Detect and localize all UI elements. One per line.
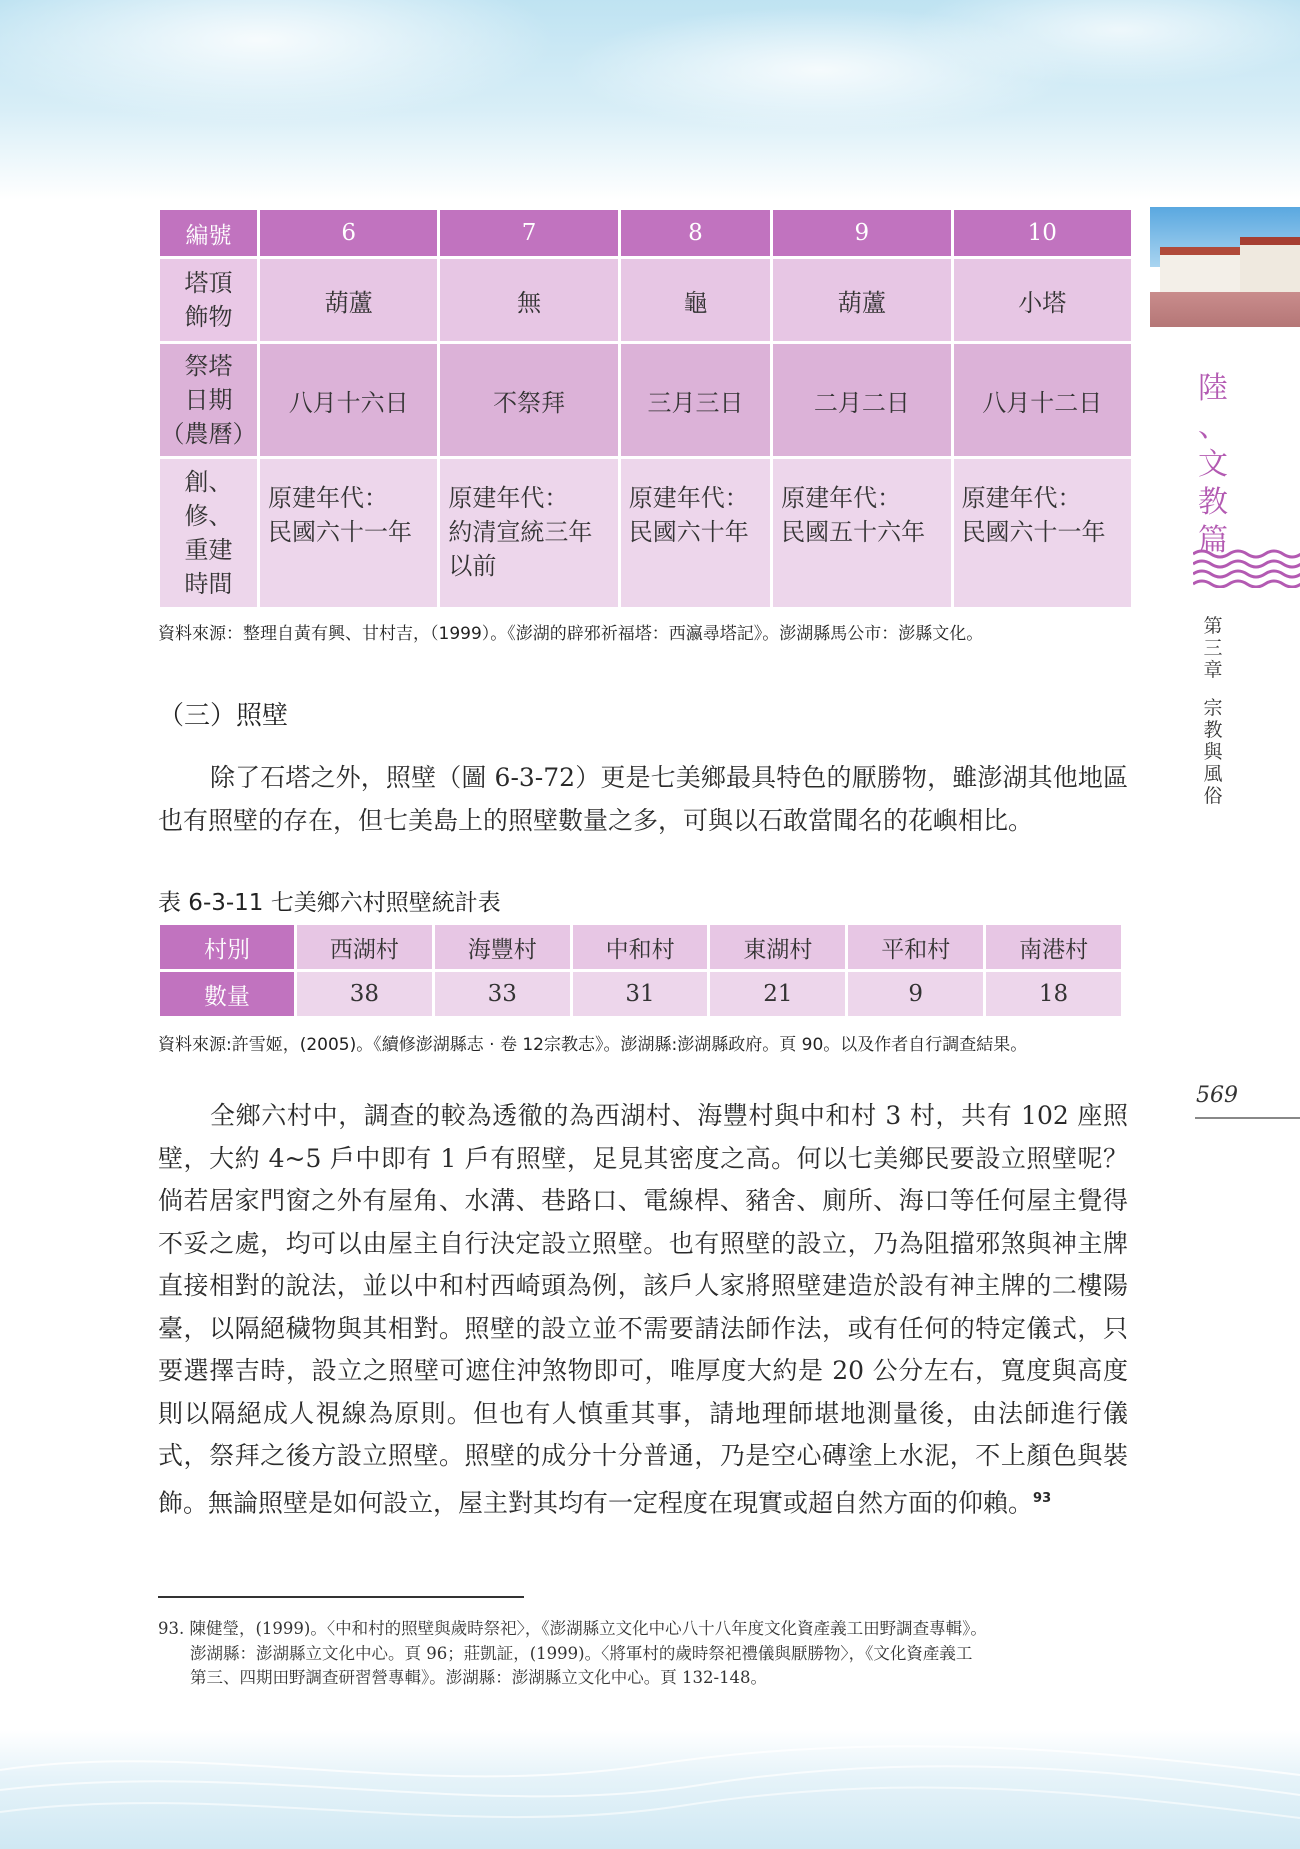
footer-wave-background: [0, 1730, 1300, 1849]
table-caption: 表 6-3-11 七美鄉六村照壁統計表: [158, 890, 501, 916]
table-row: [160, 259, 1131, 341]
table-cell: 無: [440, 259, 617, 341]
table-cell: 38: [297, 972, 432, 1016]
paragraph-line: 如何設立，屋主對其均有一定程度在現實或超自然方面的仰賴。: [333, 1487, 1034, 1517]
sidebar-title-char: 篇: [1198, 523, 1228, 558]
table-cell: 31: [573, 972, 708, 1016]
cell-line: 原建年代：: [961, 484, 1082, 512]
paragraph-line: 全鄉六村中，調查的較為透徹的為西湖村、海豐村與中和村 3 村，共有 102 座照壁，: [158, 1101, 1128, 1173]
table-cell: [260, 459, 437, 607]
row-label-line: （農曆）: [160, 420, 257, 448]
sidebar-title-char: 文: [1198, 447, 1228, 482]
row-label: [160, 344, 257, 456]
table-header-cell: 村別: [160, 925, 294, 969]
table-cell: 龜: [621, 259, 770, 341]
table-header-cell: 南港村: [986, 925, 1121, 969]
table-cell: 33: [435, 972, 570, 1016]
row-label-line: 塔頂: [184, 269, 233, 297]
chapter-char: 第: [1203, 615, 1223, 637]
table-header-cell: 7: [440, 210, 617, 256]
footnote-ref: 93: [1033, 1490, 1052, 1506]
sidebar-title-char: 、: [1198, 409, 1228, 444]
sidebar-chapter-label: [1198, 615, 1228, 807]
section-heading: （三）照壁: [158, 701, 289, 731]
table-header-cell: 海豐村: [435, 925, 570, 969]
table-header-cell: 10: [954, 210, 1131, 256]
table-cell: 不祭拜: [440, 344, 617, 456]
row-label: [160, 459, 257, 607]
table-header-row: [160, 925, 1121, 969]
table-header-cell: 8: [621, 210, 770, 256]
paragraph-line: 均可以由屋主自行決定設立照壁。也有照壁的設立，乃為阻擋邪煞與神主牌直接相對的: [158, 1228, 1128, 1300]
table-cell: 八月十六日: [260, 344, 437, 456]
table-header-cell: 西湖村: [297, 925, 432, 969]
table-cell: 三月三日: [621, 344, 770, 456]
paragraph-line: 設立照壁。照壁的成分十分普通，乃是空心磚塗上水泥，不上顏色與裝飾。無論照壁是: [158, 1441, 1128, 1517]
cell-line: 民國六十一年: [268, 518, 412, 546]
table-cell: [954, 459, 1131, 607]
row-label-line: 祭塔: [184, 352, 233, 380]
table-cell: [621, 459, 770, 607]
table-source-note: 資料來源:許雪姬，(2005)。《續修澎湖縣志 ‧ 卷 12宗教志》。澎湖縣:澎湖縣政府。頁 90。以及作者自行調查結果。: [158, 1035, 1028, 1055]
chapter-char: 風: [1203, 763, 1223, 785]
table-header-row: [160, 210, 1131, 256]
cell-line: 約清宣統三年: [448, 518, 593, 546]
row-label: 數量: [160, 972, 294, 1016]
table-header-cell: 東湖村: [710, 925, 845, 969]
table-cell: 9: [848, 972, 983, 1016]
cell-line: 民國六十年: [628, 518, 749, 546]
sidebar-photo: [1150, 207, 1300, 327]
cell-line: 原建年代：: [781, 484, 902, 512]
sidebar-wave-icon: [1193, 548, 1300, 588]
table-header-cell: 中和村: [573, 925, 708, 969]
table-row: [160, 459, 1131, 607]
footnote: [158, 1617, 1118, 1691]
table-cell: 葫蘆: [773, 259, 950, 341]
sidebar-title-char: 陸: [1198, 371, 1228, 406]
row-label-line: 時間: [184, 570, 233, 598]
chapter-char: 教: [1203, 719, 1223, 741]
table-cell: 八月十二日: [954, 344, 1131, 456]
chapter-char: 三: [1203, 637, 1223, 659]
sidebar-section-title: [1195, 370, 1231, 560]
table-row: [160, 344, 1131, 456]
page-number: 569: [1196, 1083, 1238, 1108]
footnote-line: 第三、四期田野調查研習營專輯》。澎湖縣：澎湖縣立文化中心。頁 132-148。: [190, 1668, 768, 1687]
paragraph-line: 穢物與其相對。照壁的設立並不需要請法師作法，或有任何的特定儀式，只要選擇吉時，: [158, 1313, 1128, 1385]
chapter-char: 俗: [1203, 785, 1223, 807]
table-cell: [773, 459, 950, 607]
pagoda-table: [157, 207, 1134, 610]
paragraph-line: 除了石塔之外，照壁（圖 6-3-72）更是七美鄉最具特色的厭勝物，雖澎湖其他地區: [210, 763, 1128, 792]
row-label: [160, 259, 257, 341]
row-label-line: 創、: [184, 468, 233, 496]
paragraph-line: 設立之照壁可遮住沖煞物即可，唯厚度大約是 20 公分左右，寬度與高度則以隔絕成人: [158, 1356, 1128, 1428]
footnote-line: 93. 陳健瑩，(1999)。〈中和村的照壁與歲時祭祀〉，《澎湖縣立文化中心八十八年度文化資產義工田野調查專輯》。: [158, 1619, 987, 1638]
chapter-char: 與: [1203, 741, 1223, 763]
header-sky-background: [0, 0, 1300, 200]
table-cell: 21: [710, 972, 845, 1016]
row-label-line: 日期: [184, 386, 233, 414]
table-cell: 葫蘆: [260, 259, 437, 341]
footnote-line: 澎湖縣：澎湖縣立文化中心。頁 96；莊凱証，(1999)。〈將軍村的歲時祭祀禮儀與厭勝物〉，《文化資產義工: [190, 1643, 973, 1663]
row-label-line: 修、: [184, 502, 233, 530]
row-label-line: 飾物: [184, 303, 233, 331]
table-row: [160, 972, 1121, 1016]
page-number-rule: [1195, 1117, 1300, 1119]
paragraph-line: 家門窗之外有屋角、水溝、巷路口、電線桿、豬舍、廁所、海口等任何屋主覺得不妥之處，: [158, 1186, 1128, 1258]
paragraph-line: 視線為原則。但也有人慎重其事，請地理師堪地測量後，由法師進行儀式，祭拜之後方: [158, 1398, 1128, 1470]
paragraph-line: 大約 4~5 戶中即有 1 戶有照壁，足見其密度之高。何以七美鄉民要設立照壁呢？倘若居: [158, 1143, 1128, 1215]
cell-line: 原建年代：: [448, 484, 569, 512]
table-header-cell: 編號: [160, 210, 257, 256]
cell-line: 民國六十一年: [961, 518, 1106, 546]
cell-line: 以前: [448, 552, 497, 580]
table-cell: 18: [986, 972, 1121, 1016]
chapter-char: 宗: [1203, 697, 1223, 719]
paragraph-2: [158, 1095, 1128, 1524]
table-cell: [440, 459, 617, 607]
table-cell: 二月二日: [773, 344, 950, 456]
row-label-line: 重建: [184, 536, 233, 564]
chapter-char: 章: [1203, 659, 1223, 681]
cell-line: 民國五十六年: [781, 518, 926, 546]
table-cell: 小塔: [954, 259, 1131, 341]
table-header-cell: 平和村: [848, 925, 983, 969]
table-source-note: 資料來源：整理自黃有興、甘村吉，（1999）。《澎湖的辟邪祈福塔：西瀛尋塔記》。澎湖縣馬公市：澎縣文化。: [158, 624, 984, 644]
table-header-cell: 9: [773, 210, 950, 256]
paragraph-line: 說法，並以中和村西崎頭為例，該戶人家將照壁建造於設有神主牌的二樓陽臺，以隔絕: [158, 1271, 1128, 1343]
table-header-cell: 6: [260, 210, 437, 256]
screen-wall-table: [157, 922, 1124, 1019]
cell-line: 原建年代：: [268, 484, 388, 512]
paragraph-1: [158, 757, 1128, 842]
cell-line: 原建年代：: [628, 484, 749, 512]
paragraph-line: 也有照壁的存在，但七美島上的照壁數量之多，可與以石敢當聞名的花嶼相比。: [158, 805, 1034, 835]
footnote-divider: [158, 1596, 524, 1598]
sidebar-title-char: 教: [1198, 485, 1228, 520]
